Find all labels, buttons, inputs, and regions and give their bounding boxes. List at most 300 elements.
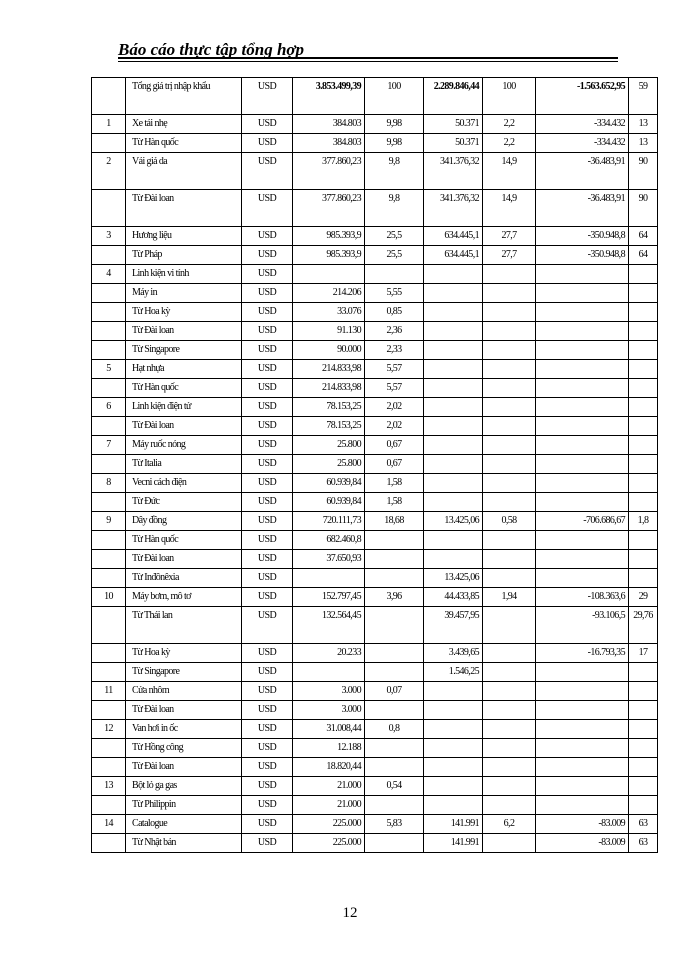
table-cell (483, 720, 536, 739)
table-row (92, 78, 658, 115)
table-cell (424, 303, 483, 322)
table-cell (424, 474, 483, 493)
table-cell (536, 739, 629, 758)
table-cell (483, 417, 536, 436)
page-header (118, 38, 618, 60)
table-cell: 985.393,9 (293, 227, 365, 246)
table-cell (92, 607, 126, 644)
table-cell (483, 360, 536, 379)
table-cell (92, 663, 126, 682)
table-cell: USD (242, 417, 293, 436)
table-row (92, 739, 658, 758)
table-cell (629, 569, 658, 588)
table-cell: 78.153,25 (293, 417, 365, 436)
table-cell: Từ Đức (126, 493, 242, 512)
table-cell: USD (242, 834, 293, 853)
table-cell (92, 701, 126, 720)
table-cell: USD (242, 758, 293, 777)
table-cell (629, 550, 658, 569)
table-cell: 10 (92, 588, 126, 607)
table-cell: Linh kiện vi tính (126, 265, 242, 284)
table-cell: USD (242, 246, 293, 265)
table-cell: 17 (629, 644, 658, 663)
table-cell (629, 379, 658, 398)
table-row (92, 512, 658, 531)
table-cell: 64 (629, 246, 658, 265)
table-cell: 152.797,45 (293, 588, 365, 607)
table-cell (92, 78, 126, 115)
table-cell: 0,58 (483, 512, 536, 531)
table-cell (629, 436, 658, 455)
table-cell: Từ Italia (126, 455, 242, 474)
table-cell: USD (242, 550, 293, 569)
table-cell (92, 190, 126, 227)
table-cell (92, 379, 126, 398)
table-cell (483, 303, 536, 322)
table-row (92, 455, 658, 474)
table-cell: Từ Pháp (126, 246, 242, 265)
table-cell: 1,58 (365, 493, 424, 512)
table-cell: -706.686,67 (536, 512, 629, 531)
table-cell (536, 398, 629, 417)
header-rule-thin (118, 61, 618, 62)
table-cell (629, 531, 658, 550)
table-cell (365, 701, 424, 720)
table-cell: 100 (483, 78, 536, 115)
table-cell (536, 701, 629, 720)
table-cell: 25,5 (365, 227, 424, 246)
table-cell: USD (242, 569, 293, 588)
table-cell (629, 360, 658, 379)
table-cell (536, 720, 629, 739)
table-cell: 9 (92, 512, 126, 531)
table-cell: Hạt nhựa (126, 360, 242, 379)
table-cell (92, 322, 126, 341)
table-row (92, 493, 658, 512)
table-cell: USD (242, 512, 293, 531)
table-cell (483, 644, 536, 663)
table-cell: USD (242, 134, 293, 153)
table-cell (483, 569, 536, 588)
table-cell (483, 455, 536, 474)
table-cell: Catalogue (126, 815, 242, 834)
table-cell: 14,9 (483, 190, 536, 227)
table-cell: 91.130 (293, 322, 365, 341)
table-cell: USD (242, 379, 293, 398)
table-row (92, 284, 658, 303)
table-cell (424, 758, 483, 777)
table-cell (536, 682, 629, 701)
table-cell: 141.991 (424, 815, 483, 834)
table-cell: 341.376,32 (424, 190, 483, 227)
table-cell (536, 796, 629, 815)
table-cell (483, 265, 536, 284)
table-cell: Hương liệu (126, 227, 242, 246)
table-cell (92, 644, 126, 663)
table-cell (483, 682, 536, 701)
table-cell: 0,54 (365, 777, 424, 796)
table-cell (629, 493, 658, 512)
table-cell: Từ Hoa kỳ (126, 644, 242, 663)
table-cell (536, 360, 629, 379)
table-cell: 21.000 (293, 777, 365, 796)
table-cell: USD (242, 720, 293, 739)
table-cell (483, 341, 536, 360)
table-cell (483, 322, 536, 341)
table-cell: 384.803 (293, 115, 365, 134)
table-cell (424, 531, 483, 550)
table-cell (92, 758, 126, 777)
table-row (92, 777, 658, 796)
table-cell: -83.009 (536, 815, 629, 834)
table-cell (92, 531, 126, 550)
table-cell: 141.991 (424, 834, 483, 853)
table-cell (424, 379, 483, 398)
table-cell: 25.800 (293, 436, 365, 455)
table-cell: 63 (629, 815, 658, 834)
table-cell: Từ Inđônêxia (126, 569, 242, 588)
table-cell: 377.860,23 (293, 153, 365, 190)
table-cell: USD (242, 531, 293, 550)
table-cell: 5,57 (365, 360, 424, 379)
table-cell (536, 322, 629, 341)
table-row (92, 796, 658, 815)
table-cell (483, 398, 536, 417)
table-cell: 0,8 (365, 720, 424, 739)
table-cell: Từ Thái lan (126, 607, 242, 644)
table-cell: Từ Singapore (126, 341, 242, 360)
table-cell (629, 303, 658, 322)
table-cell: 0,85 (365, 303, 424, 322)
table-cell: 6,2 (483, 815, 536, 834)
table-cell (629, 682, 658, 701)
table-cell (629, 455, 658, 474)
table-cell (365, 644, 424, 663)
table-row (92, 190, 658, 227)
table-row (92, 227, 658, 246)
table-cell: Từ Đài loan (126, 550, 242, 569)
table-row (92, 436, 658, 455)
table-cell (365, 796, 424, 815)
table-cell: Từ Đài loan (126, 701, 242, 720)
table-cell: 214.206 (293, 284, 365, 303)
table-cell: USD (242, 190, 293, 227)
table-cell: 44.433,85 (424, 588, 483, 607)
table-cell: Từ Philippin (126, 796, 242, 815)
table-cell (92, 834, 126, 853)
table-cell (424, 550, 483, 569)
table-row (92, 115, 658, 134)
table-cell: USD (242, 115, 293, 134)
table-cell: -83.009 (536, 834, 629, 853)
table-cell (424, 720, 483, 739)
table-cell (536, 303, 629, 322)
table-cell: Vecni cách điện (126, 474, 242, 493)
table-cell (424, 739, 483, 758)
table-cell: 100 (365, 78, 424, 115)
table-cell (365, 663, 424, 682)
table-cell: 12.188 (293, 739, 365, 758)
table-cell (424, 701, 483, 720)
table-cell: Tổng giá trị nhập khẩu (126, 78, 242, 115)
table-row (92, 682, 658, 701)
table-cell: USD (242, 322, 293, 341)
table-cell (536, 379, 629, 398)
table-cell: 9,98 (365, 115, 424, 134)
table-cell: Từ Nhật bản (126, 834, 242, 853)
table-cell: 60.939,84 (293, 493, 365, 512)
table-cell (629, 474, 658, 493)
table-cell: USD (242, 682, 293, 701)
import-table (91, 77, 658, 853)
table-cell (483, 663, 536, 682)
table-cell (536, 550, 629, 569)
table-cell: 33.076 (293, 303, 365, 322)
table-cell: -16.793,35 (536, 644, 629, 663)
table-cell: 214.833,98 (293, 360, 365, 379)
header-title: Báo cáo thực tập tổng hợp (118, 40, 305, 59)
table-cell: Van hơi in ốc (126, 720, 242, 739)
table-cell (483, 758, 536, 777)
table-cell: 2.289.846,44 (424, 78, 483, 115)
table-row (92, 265, 658, 284)
table-cell: USD (242, 360, 293, 379)
table-cell: Từ Hồng công (126, 739, 242, 758)
table-row (92, 550, 658, 569)
table-cell: 1,94 (483, 588, 536, 607)
table-cell: 1.546,25 (424, 663, 483, 682)
table-cell: Từ Đài loan (126, 417, 242, 436)
table-cell: 384.803 (293, 134, 365, 153)
table-cell: -334.432 (536, 134, 629, 153)
table-cell (629, 265, 658, 284)
table-cell: 720.111,73 (293, 512, 365, 531)
table-cell: 8 (92, 474, 126, 493)
page-number: 12 (342, 905, 358, 921)
table-row (92, 815, 658, 834)
table-cell: 25.800 (293, 455, 365, 474)
table-cell: USD (242, 455, 293, 474)
table-row (92, 303, 658, 322)
table-cell: -108.363,6 (536, 588, 629, 607)
table-cell: 377.860,23 (293, 190, 365, 227)
table-row (92, 379, 658, 398)
table-row (92, 663, 658, 682)
table-cell (536, 758, 629, 777)
table-row (92, 134, 658, 153)
table-cell: 1,58 (365, 474, 424, 493)
table-cell: 1 (92, 115, 126, 134)
table-cell (536, 777, 629, 796)
table-cell: 132.564,45 (293, 607, 365, 644)
table-cell: -36.483,91 (536, 153, 629, 190)
table-cell (92, 303, 126, 322)
table-cell: 13.425,06 (424, 569, 483, 588)
table-cell (365, 550, 424, 569)
table-cell: USD (242, 607, 293, 644)
table-cell (536, 455, 629, 474)
table-cell (483, 550, 536, 569)
table-cell: Máy in (126, 284, 242, 303)
table-cell (92, 796, 126, 815)
table-row (92, 701, 658, 720)
table-cell: Từ Đài loan (126, 758, 242, 777)
table-cell (424, 265, 483, 284)
table-cell (629, 739, 658, 758)
table-cell (629, 398, 658, 417)
table-cell (365, 569, 424, 588)
table-body (92, 78, 658, 853)
table-cell: Từ Đài loan (126, 322, 242, 341)
table-cell: 5,83 (365, 815, 424, 834)
table-cell: 0,07 (365, 682, 424, 701)
table-row (92, 607, 658, 644)
table-cell (483, 436, 536, 455)
table-cell: USD (242, 588, 293, 607)
table-cell: 985.393,9 (293, 246, 365, 265)
table-cell: 50.371 (424, 115, 483, 134)
table-cell: 634.445,1 (424, 227, 483, 246)
table-cell: 63 (629, 834, 658, 853)
table-cell (293, 265, 365, 284)
table-cell (293, 663, 365, 682)
table-cell: 90.000 (293, 341, 365, 360)
table-cell (92, 246, 126, 265)
table-cell: 2,02 (365, 398, 424, 417)
table-cell (629, 796, 658, 815)
table-row (92, 569, 658, 588)
table-row (92, 644, 658, 663)
table-cell (424, 436, 483, 455)
table-cell: 14 (92, 815, 126, 834)
table-cell: USD (242, 796, 293, 815)
table-cell: 3.000 (293, 701, 365, 720)
table-cell (483, 739, 536, 758)
table-cell: 64 (629, 227, 658, 246)
table-cell: 3.439,65 (424, 644, 483, 663)
table-cell: 27,7 (483, 227, 536, 246)
table-cell (424, 322, 483, 341)
table-cell: USD (242, 265, 293, 284)
table-cell: 2,2 (483, 134, 536, 153)
table-cell (536, 569, 629, 588)
table-cell: -334.432 (536, 115, 629, 134)
table-cell: 14,9 (483, 153, 536, 190)
table-cell: Linh kiện điện tử (126, 398, 242, 417)
table-cell (92, 134, 126, 153)
table-cell: 90 (629, 190, 658, 227)
table-cell (365, 265, 424, 284)
table-cell: -36.483,91 (536, 190, 629, 227)
table-cell: 4 (92, 265, 126, 284)
table-row (92, 588, 658, 607)
table-cell (92, 550, 126, 569)
table-cell (629, 758, 658, 777)
table-cell: 9,98 (365, 134, 424, 153)
table-cell (629, 417, 658, 436)
table-cell (536, 341, 629, 360)
table-cell: Dây đồng (126, 512, 242, 531)
table-cell: 3.853.499,39 (293, 78, 365, 115)
table-cell: USD (242, 493, 293, 512)
table-cell (483, 701, 536, 720)
table-cell (629, 663, 658, 682)
table-cell (629, 720, 658, 739)
table-cell: Từ Đài loan (126, 190, 242, 227)
table-cell: -350.948,8 (536, 227, 629, 246)
table-row (92, 474, 658, 493)
table-cell: 13 (629, 115, 658, 134)
table-cell: USD (242, 644, 293, 663)
table-row (92, 758, 658, 777)
table-cell: 37.650,93 (293, 550, 365, 569)
table-cell (365, 758, 424, 777)
table-cell: 13 (92, 777, 126, 796)
table-cell (483, 474, 536, 493)
table-cell (536, 436, 629, 455)
table-cell: USD (242, 227, 293, 246)
table-cell: 13.425,06 (424, 512, 483, 531)
table-cell: 60.939,84 (293, 474, 365, 493)
table-cell: 20.233 (293, 644, 365, 663)
table-cell: USD (242, 284, 293, 303)
header-rule (118, 57, 618, 59)
table-cell: USD (242, 341, 293, 360)
table-cell (92, 284, 126, 303)
table-row (92, 360, 658, 379)
table-cell (424, 493, 483, 512)
table-cell: 1,8 (629, 512, 658, 531)
table-cell (483, 796, 536, 815)
table-cell: 59 (629, 78, 658, 115)
table-cell: 3,96 (365, 588, 424, 607)
table-cell: Từ Hàn quốc (126, 134, 242, 153)
table-cell: Máy bơm, mô tơ (126, 588, 242, 607)
table-cell: -1.563.652,95 (536, 78, 629, 115)
table-cell: 682.460,8 (293, 531, 365, 550)
table-row (92, 531, 658, 550)
table-cell (424, 341, 483, 360)
table-row (92, 322, 658, 341)
table-cell (293, 569, 365, 588)
table-cell: 634.445,1 (424, 246, 483, 265)
table-cell (536, 531, 629, 550)
table-cell: 90 (629, 153, 658, 190)
table-cell: 31.008,44 (293, 720, 365, 739)
table-cell: 3 (92, 227, 126, 246)
table-cell (483, 531, 536, 550)
table-cell (92, 493, 126, 512)
table-cell (424, 796, 483, 815)
table-cell: USD (242, 663, 293, 682)
table-row (92, 417, 658, 436)
table-cell: 18,68 (365, 512, 424, 531)
table-cell: 13 (629, 134, 658, 153)
table-cell: 50.371 (424, 134, 483, 153)
table-cell: 9,8 (365, 153, 424, 190)
table-cell (536, 417, 629, 436)
table-cell: USD (242, 303, 293, 322)
table-cell (483, 493, 536, 512)
table-cell (536, 474, 629, 493)
table-cell: 214.833,98 (293, 379, 365, 398)
table-cell: USD (242, 815, 293, 834)
table-cell (365, 607, 424, 644)
table-cell: 2,33 (365, 341, 424, 360)
table-row (92, 246, 658, 265)
table-cell: 21.000 (293, 796, 365, 815)
table-cell: 2,2 (483, 115, 536, 134)
